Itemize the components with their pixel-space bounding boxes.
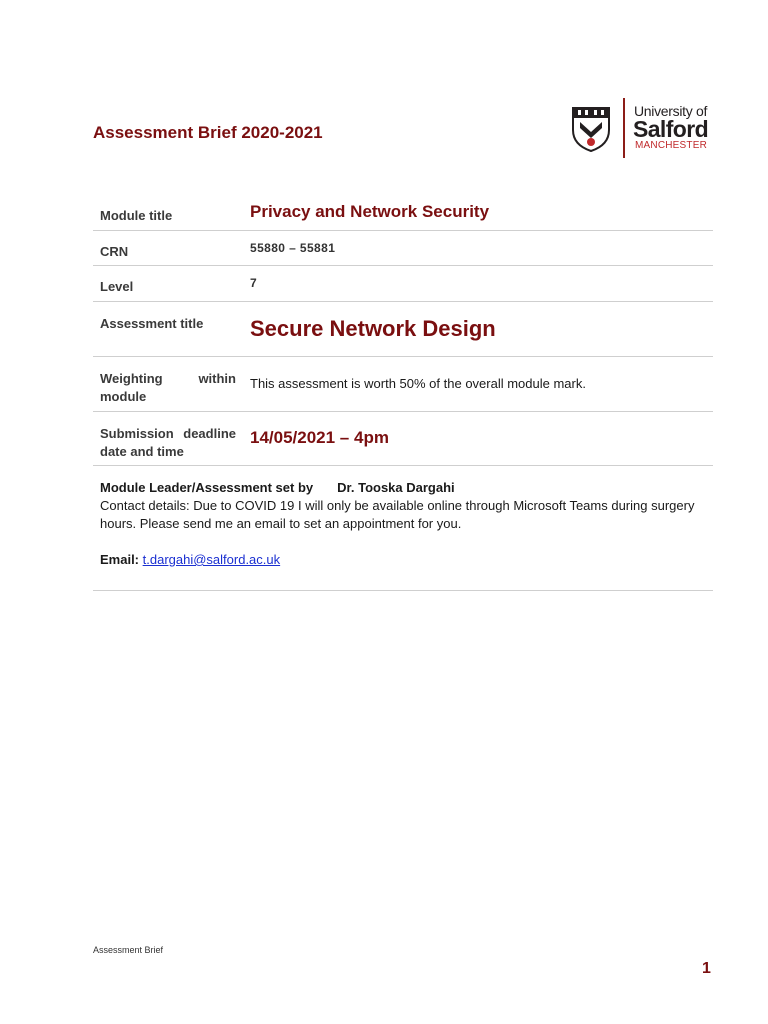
module-title-row	[93, 196, 713, 231]
brief-title: Assessment Brief 2020-2021	[93, 123, 323, 142]
deadline-label	[100, 425, 236, 461]
level-label: Level	[100, 279, 134, 294]
email-link[interactable]: t.dargahi@salford.ac.uk	[142, 552, 281, 567]
logo-line3: MANCHESTER	[635, 140, 708, 151]
contact-details: Contact details: Due to COVID 19 I will only be available online through Microsoft Teams during surgery hours. Please send me an email to set an appointment for you.	[100, 498, 695, 531]
deadline-row	[93, 412, 713, 466]
logo-line1: University of	[634, 103, 708, 119]
assessment-title-value: Secure Network Design	[250, 316, 496, 341]
page-number: 1	[702, 960, 711, 977]
email-line	[100, 551, 710, 569]
weighting-value: This assessment is worth 50% of the overall module mark.	[250, 376, 586, 391]
university-logo	[570, 96, 720, 160]
deadline-label-line2: date and time	[100, 444, 184, 459]
contact-divider	[93, 590, 713, 591]
assessment-title-label: Assessment title	[100, 316, 204, 331]
footer-note: Assessment Brief	[93, 945, 164, 955]
weighting-label	[100, 370, 236, 406]
deadline-label-line1: Submission deadline	[100, 426, 236, 441]
level-value: 7	[250, 276, 258, 290]
contact-block	[100, 479, 710, 569]
module-leader-label: Module Leader/Assessment set by	[100, 480, 314, 495]
module-title-value: Privacy and Network Security	[250, 202, 490, 221]
weighting-row	[93, 357, 713, 412]
crn-row	[93, 231, 713, 266]
crn-label: CRN	[100, 244, 129, 259]
module-leader-line	[100, 479, 710, 497]
module-title-label: Module title	[100, 208, 173, 223]
logo-line2: Salford	[633, 116, 709, 142]
level-row	[93, 266, 713, 302]
email-label: Email:	[100, 552, 140, 567]
weighting-label-line1: Weighting within	[100, 371, 236, 386]
assessment-title-row	[93, 302, 713, 357]
weighting-label-line2: module	[100, 389, 147, 404]
crn-value: 55880 – 55881	[250, 241, 336, 255]
logo-divider	[623, 98, 625, 158]
university-crest-icon	[570, 104, 612, 152]
module-leader-name: Dr. Tooska Dargahi	[337, 480, 455, 495]
deadline-value: 14/05/2021 – 4pm	[250, 428, 389, 447]
